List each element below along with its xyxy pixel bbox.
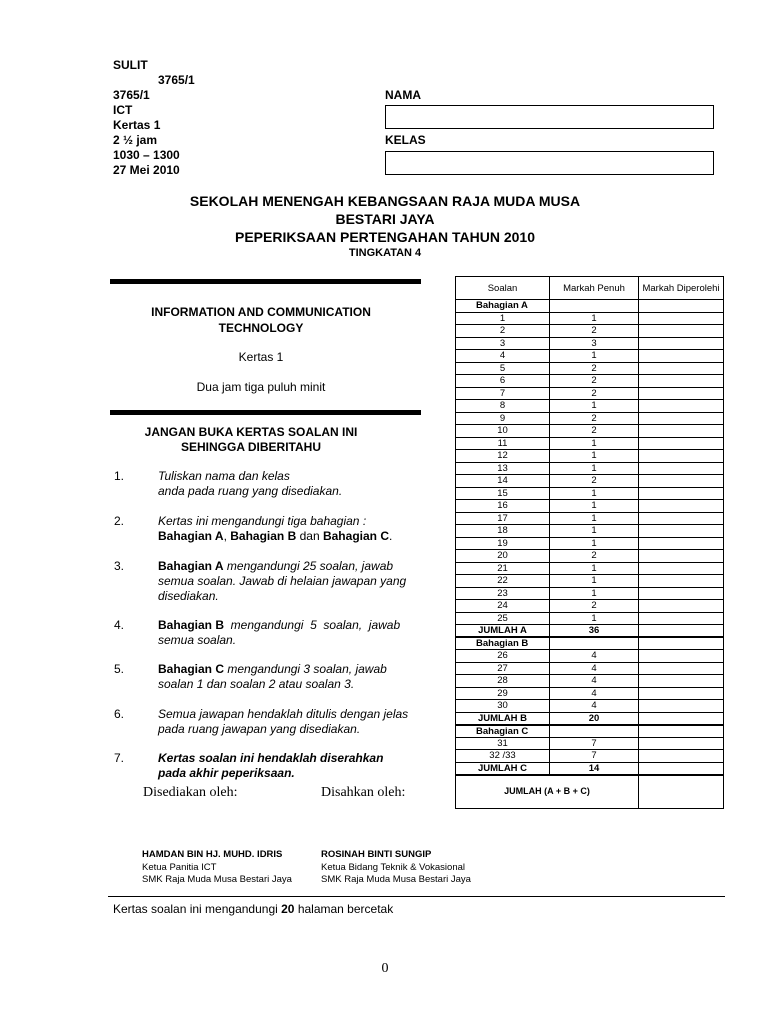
full-marks: 1 xyxy=(550,587,639,600)
instruction-text xyxy=(158,662,428,692)
paper-number: Kertas 1 xyxy=(113,118,161,132)
obtained-marks-cell[interactable] xyxy=(639,675,724,688)
instruction-fragment: mengandungi 25 soalan, jawab xyxy=(223,559,394,573)
marks-table xyxy=(455,276,724,809)
obtained-marks-cell[interactable] xyxy=(639,650,724,663)
paper-code-top: 3765/1 xyxy=(158,73,195,87)
full-marks: 1 xyxy=(550,450,639,463)
table-row xyxy=(456,475,724,488)
obtained-marks-cell[interactable] xyxy=(639,562,724,575)
total-value: 14 xyxy=(550,762,639,775)
question-number: 15 xyxy=(456,487,550,500)
full-marks: 1 xyxy=(550,487,639,500)
instruction-number: 1. xyxy=(114,469,125,483)
obtained-marks-cell[interactable] xyxy=(639,412,724,425)
section-row xyxy=(456,725,724,738)
question-number: 30 xyxy=(456,700,550,713)
instruction-number: 7. xyxy=(114,751,125,765)
full-marks: 1 xyxy=(550,350,639,363)
exam-time: 1030 – 1300 xyxy=(113,148,180,162)
question-number: 8 xyxy=(456,400,550,413)
obtained-marks-cell[interactable] xyxy=(639,387,724,400)
question-number: 19 xyxy=(456,537,550,550)
duration: 2 ½ jam xyxy=(113,133,158,147)
bold-term: Bahagian A xyxy=(158,559,224,573)
prepared-by-label: Disediakan oleh: xyxy=(143,785,238,800)
obtained-marks-cell[interactable] xyxy=(639,312,724,325)
obtained-marks-cell[interactable] xyxy=(639,450,724,463)
obtained-marks-cell[interactable] xyxy=(639,500,724,513)
full-marks: 4 xyxy=(550,687,639,700)
page-number: 0 xyxy=(381,961,389,976)
total-value: 36 xyxy=(550,625,639,638)
total-label: JUMLAH A xyxy=(456,625,550,638)
prepared-by-role: Ketua Panitia ICT xyxy=(142,862,217,873)
question-number: 27 xyxy=(456,662,550,675)
question-number: 21 xyxy=(456,562,550,575)
full-marks: 1 xyxy=(550,575,639,588)
subject-title-line2: TECHNOLOGY xyxy=(218,321,304,335)
bold-term: Bahagian C xyxy=(322,529,389,543)
section-row xyxy=(456,300,724,313)
section-label: Bahagian C xyxy=(456,725,550,738)
full-marks: 4 xyxy=(550,675,639,688)
page-count-suffix: halaman bercetak xyxy=(294,902,394,916)
question-number: 25 xyxy=(456,612,550,625)
full-marks: 2 xyxy=(550,475,639,488)
question-number: 20 xyxy=(456,550,550,563)
section-label: Bahagian A xyxy=(456,300,550,313)
empty-cell xyxy=(639,637,724,650)
instruction-number: 3. xyxy=(114,559,125,573)
full-marks: 2 xyxy=(550,600,639,613)
table-row xyxy=(456,500,724,513)
exam-title: PEPERIKSAAN PERTENGAHAN TAHUN 2010 xyxy=(234,229,535,245)
question-number: 4 xyxy=(456,350,550,363)
full-marks: 4 xyxy=(550,662,639,675)
obtained-marks-cell[interactable] xyxy=(639,437,724,450)
instruction-text xyxy=(158,618,428,648)
instruction-text xyxy=(158,751,428,781)
question-number: 29 xyxy=(456,687,550,700)
instruction-line: Kertas soalan ini hendaklah diserahkan xyxy=(158,751,384,765)
obtained-marks-cell[interactable] xyxy=(639,575,724,588)
full-marks: 3 xyxy=(550,337,639,350)
grand-total-label: JUMLAH (A + B + C) xyxy=(456,775,639,809)
full-marks: 2 xyxy=(550,375,639,388)
question-number: 28 xyxy=(456,675,550,688)
full-marks: 1 xyxy=(550,400,639,413)
full-marks: 7 xyxy=(550,737,639,750)
instruction-line: disediakan. xyxy=(158,589,219,603)
bold-term: Bahagian C xyxy=(158,662,225,676)
obtained-marks-cell[interactable] xyxy=(639,600,724,613)
question-number: 10 xyxy=(456,425,550,438)
prepared-by-name: HAMDAN BIN HJ. MUHD. IDRIS xyxy=(142,849,283,860)
table-row xyxy=(456,450,724,463)
obtained-marks-cell[interactable] xyxy=(639,487,724,500)
separator: , xyxy=(223,529,231,543)
table-row xyxy=(456,750,724,763)
question-number: 3 xyxy=(456,337,550,350)
table-row xyxy=(456,525,724,538)
empty-cell xyxy=(550,725,639,738)
bold-term: Bahagian A xyxy=(158,529,224,543)
total-row xyxy=(456,625,724,638)
obtained-marks-cell[interactable] xyxy=(639,337,724,350)
obtained-marks-cell[interactable] xyxy=(639,362,724,375)
instruction-line: Kertas ini mengandungi tiga bahagian : xyxy=(158,514,367,528)
form-level: TINGKATAN 4 xyxy=(348,247,422,259)
question-number: 18 xyxy=(456,525,550,538)
table-row xyxy=(456,362,724,375)
instruction-fragment: mengandungi 3 soalan, jawab xyxy=(224,662,387,676)
table-row xyxy=(456,587,724,600)
question-number: 13 xyxy=(456,462,550,475)
table-row xyxy=(456,600,724,613)
paper-label: Kertas 1 xyxy=(238,350,284,364)
obtained-marks-cell[interactable] xyxy=(639,475,724,488)
full-marks: 2 xyxy=(550,387,639,400)
subject-code: ICT xyxy=(113,103,133,117)
instruction-line: Tuliskan nama dan kelas xyxy=(158,469,290,483)
table-row xyxy=(456,487,724,500)
full-marks: 1 xyxy=(550,500,639,513)
empty-cell xyxy=(550,300,639,313)
duration-words: Dua jam tiga puluh minit xyxy=(196,380,326,394)
grand-total-obtained-cell[interactable] xyxy=(639,775,724,809)
instruction-line xyxy=(158,618,428,633)
full-marks: 1 xyxy=(550,462,639,475)
table-row xyxy=(456,700,724,713)
obtained-marks-cell[interactable] xyxy=(639,425,724,438)
obtained-marks-cell[interactable] xyxy=(639,375,724,388)
empty-cell xyxy=(550,637,639,650)
footer-rule xyxy=(108,896,725,897)
question-number: 14 xyxy=(456,475,550,488)
table-row xyxy=(456,437,724,450)
table-row xyxy=(456,575,724,588)
question-number: 16 xyxy=(456,500,550,513)
question-number: 32 /33 xyxy=(456,750,550,763)
approved-by-role: Ketua Bidang Teknik & Vokasional xyxy=(321,862,466,873)
full-marks: 1 xyxy=(550,612,639,625)
total-value: 20 xyxy=(550,712,639,725)
total-label: JUMLAH C xyxy=(456,762,550,775)
paper-code: 3765/1 xyxy=(113,88,150,102)
instruction-line: soalan 1 dan soalan 2 atau soalan 3. xyxy=(158,677,355,691)
table-row xyxy=(456,462,724,475)
obtained-marks-cell[interactable] xyxy=(639,512,724,525)
instruction-line: semua soalan. Jawab di helaian jawapan yang xyxy=(158,574,407,588)
col-header-markah-penuh: Markah Penuh xyxy=(550,277,639,300)
full-marks: 2 xyxy=(550,325,639,338)
divider-top xyxy=(110,279,421,284)
table-row xyxy=(456,612,724,625)
section-label: Bahagian B xyxy=(456,637,550,650)
question-number: 17 xyxy=(456,512,550,525)
instruction-fragment: mengandungi 5 soalan, jawab xyxy=(224,618,401,632)
instruction-line xyxy=(158,559,428,574)
table-row xyxy=(456,375,724,388)
question-number: 11 xyxy=(456,437,550,450)
instruction-number: 5. xyxy=(114,662,125,676)
table-row xyxy=(456,662,724,675)
section-row xyxy=(456,637,724,650)
table-row xyxy=(456,425,724,438)
full-marks: 2 xyxy=(550,550,639,563)
prepared-by-school: SMK Raja Muda Musa Bestari Jaya xyxy=(142,874,292,885)
instruction-line: pada ruang jawapan yang disediakan. xyxy=(158,722,361,736)
question-number: 23 xyxy=(456,587,550,600)
table-row xyxy=(456,737,724,750)
obtained-marks-cell[interactable] xyxy=(639,537,724,550)
table-row xyxy=(456,537,724,550)
instruction-line: anda pada ruang yang disediakan. xyxy=(158,484,343,498)
full-marks: 2 xyxy=(550,362,639,375)
obtained-marks-cell[interactable] xyxy=(639,687,724,700)
table-row xyxy=(456,650,724,663)
obtained-total-cell[interactable] xyxy=(639,712,724,725)
obtained-total-cell[interactable] xyxy=(639,625,724,638)
approved-by-name: ROSINAH BINTI SUNGIP xyxy=(321,849,432,860)
instruction-number: 4. xyxy=(114,618,125,632)
obtained-marks-cell[interactable] xyxy=(639,525,724,538)
total-row xyxy=(456,762,724,775)
page-count: 20 xyxy=(281,902,295,916)
school-name-line2: BESTARI JAYA xyxy=(335,211,435,227)
instruction-line: Semua jawapan hendaklah ditulis dengan jelas xyxy=(158,707,409,721)
instruction-number: 2. xyxy=(114,514,125,528)
warning-text: JANGAN BUKA KERTAS SOALAN INI xyxy=(144,425,358,439)
table-row xyxy=(456,337,724,350)
full-marks: 1 xyxy=(550,537,639,550)
full-marks: 4 xyxy=(550,650,639,663)
kelas-field[interactable] xyxy=(385,151,714,175)
table-row xyxy=(456,387,724,400)
obtained-marks-cell[interactable] xyxy=(639,587,724,600)
full-marks: 1 xyxy=(550,562,639,575)
table-row xyxy=(456,562,724,575)
divider-bottom xyxy=(110,410,421,415)
instruction-line xyxy=(158,529,428,544)
instruction-line: pada akhir peperiksaan. xyxy=(158,766,295,780)
sulit-label: SULIT xyxy=(113,58,148,72)
full-marks: 2 xyxy=(550,412,639,425)
obtained-marks-cell[interactable] xyxy=(639,737,724,750)
question-number: 12 xyxy=(456,450,550,463)
table-row xyxy=(456,350,724,363)
col-header-markah-diperolehi: Markah Diperolehi xyxy=(639,277,724,300)
question-number: 7 xyxy=(456,387,550,400)
approved-by-school: SMK Raja Muda Musa Bestari Jaya xyxy=(321,874,471,885)
table-row xyxy=(456,512,724,525)
question-number: 24 xyxy=(456,600,550,613)
school-name: SEKOLAH MENENGAH KEBANGSAAN RAJA MUDA MUSA xyxy=(189,193,581,209)
obtained-marks-cell[interactable] xyxy=(639,462,724,475)
page-count-note xyxy=(113,902,393,916)
obtained-marks-cell[interactable] xyxy=(639,350,724,363)
approved-by-label: Disahkan oleh: xyxy=(321,785,406,800)
table-row xyxy=(456,687,724,700)
approved-by-block xyxy=(321,849,471,886)
full-marks: 1 xyxy=(550,312,639,325)
question-number: 9 xyxy=(456,412,550,425)
obtained-marks-cell[interactable] xyxy=(639,612,724,625)
obtained-marks-cell[interactable] xyxy=(639,325,724,338)
table-row xyxy=(456,550,724,563)
obtained-marks-cell[interactable] xyxy=(639,400,724,413)
full-marks: 1 xyxy=(550,525,639,538)
table-row xyxy=(456,312,724,325)
table-row xyxy=(456,675,724,688)
instruction-line xyxy=(158,662,428,677)
warning-text-line2: SEHINGGA DIBERITAHU xyxy=(180,440,321,454)
question-number: 22 xyxy=(456,575,550,588)
col-header-soalan: Soalan xyxy=(456,277,550,300)
nama-label: NAMA xyxy=(385,88,421,102)
instruction-text xyxy=(158,514,428,544)
question-number: 6 xyxy=(456,375,550,388)
total-label: JUMLAH B xyxy=(456,712,550,725)
question-number: 2 xyxy=(456,325,550,338)
full-marks: 1 xyxy=(550,437,639,450)
full-marks: 7 xyxy=(550,750,639,763)
subject-title: INFORMATION AND COMMUNICATION xyxy=(151,305,371,319)
table-row xyxy=(456,325,724,338)
full-marks: 1 xyxy=(550,512,639,525)
page-count-prefix: Kertas soalan ini mengandungi xyxy=(113,902,282,916)
full-marks: 2 xyxy=(550,425,639,438)
table-row xyxy=(456,400,724,413)
separator: . xyxy=(388,529,393,543)
obtained-marks-cell[interactable] xyxy=(639,750,724,763)
obtained-marks-cell[interactable] xyxy=(639,550,724,563)
total-row xyxy=(456,712,724,725)
instruction-text xyxy=(158,707,428,737)
instruction-line: semua soalan. xyxy=(158,633,237,647)
bold-term: Bahagian B xyxy=(158,618,225,632)
obtained-total-cell[interactable] xyxy=(639,762,724,775)
instruction-text xyxy=(158,559,428,604)
separator: dan xyxy=(296,529,323,543)
obtained-marks-cell[interactable] xyxy=(639,662,724,675)
exam-date: 27 Mei 2010 xyxy=(113,163,180,177)
obtained-marks-cell[interactable] xyxy=(639,700,724,713)
instruction-text xyxy=(158,469,428,499)
table-row xyxy=(456,412,724,425)
nama-field[interactable] xyxy=(385,105,714,129)
bold-term: Bahagian B xyxy=(230,529,297,543)
full-marks: 4 xyxy=(550,700,639,713)
question-number: 5 xyxy=(456,362,550,375)
grand-total-row xyxy=(456,775,724,809)
question-number: 31 xyxy=(456,737,550,750)
empty-cell xyxy=(639,725,724,738)
kelas-label: KELAS xyxy=(385,133,426,147)
question-number: 26 xyxy=(456,650,550,663)
table-header-row xyxy=(456,277,724,300)
prepared-by-block xyxy=(142,849,292,886)
empty-cell xyxy=(639,300,724,313)
instruction-number: 6. xyxy=(114,707,125,721)
question-number: 1 xyxy=(456,312,550,325)
